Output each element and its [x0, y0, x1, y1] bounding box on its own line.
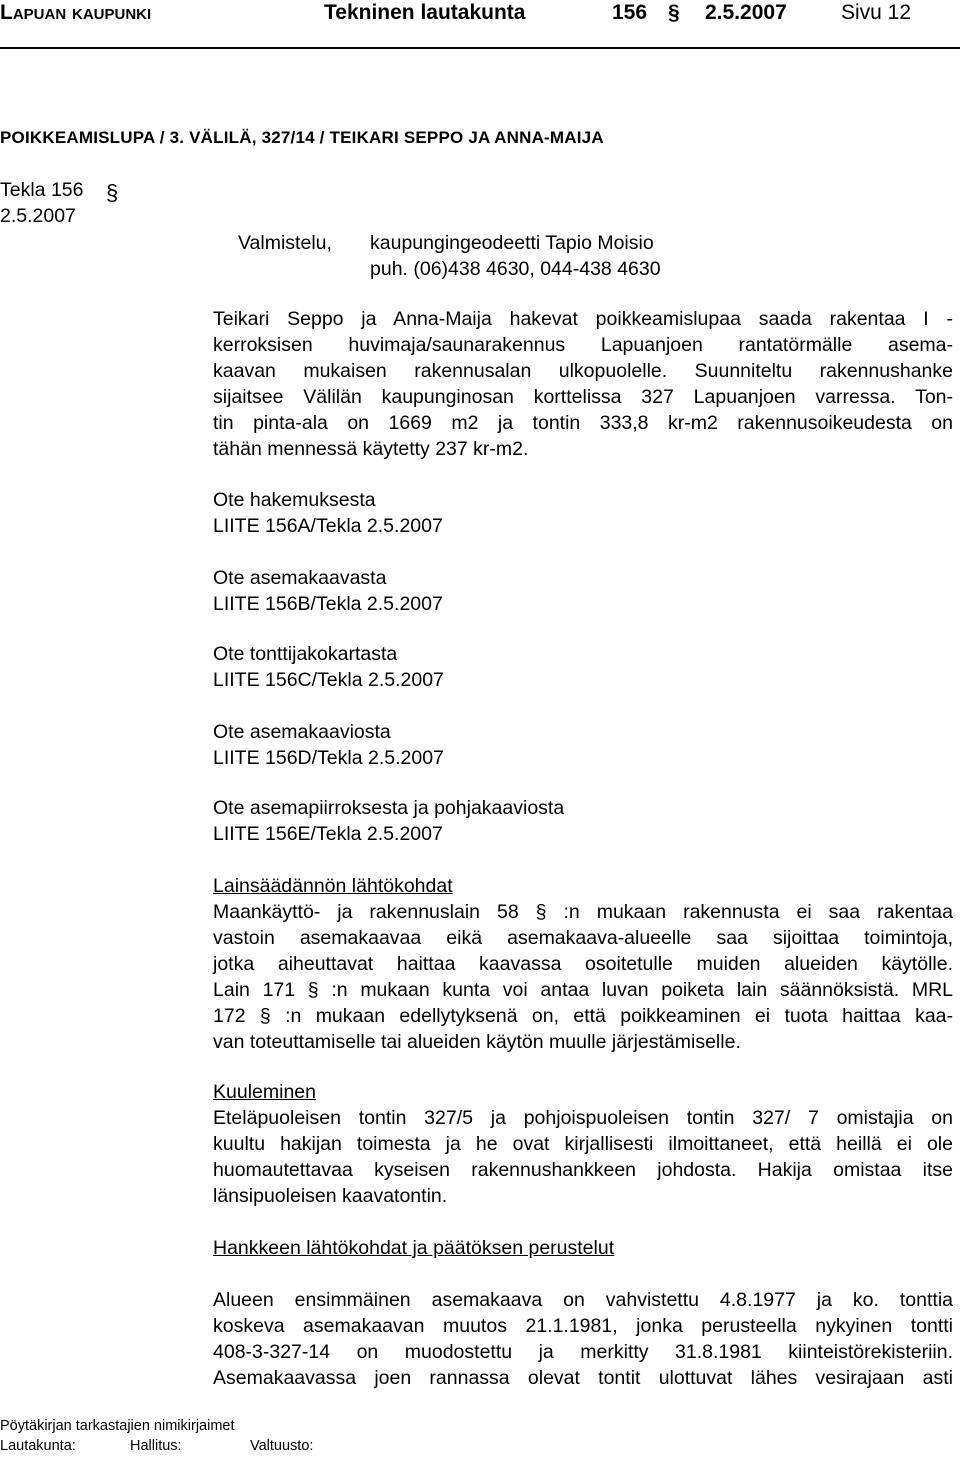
text-line: Teikari Seppo ja Anna-Maija hakevat poikkeamislupaa saada rakentaa I - — [213, 308, 953, 330]
attachment-item — [213, 719, 953, 771]
page-number: Sivu 12 — [841, 1, 912, 24]
text-line: Alueen ensimmäinen asemakaava on vahvistettu 4.8.1977 ja ko. tonttia — [213, 1289, 953, 1311]
meeting-section-symbol: § — [106, 180, 119, 205]
text-line: kerroksisen huvimaja/saunarakennus Lapuanjoen rantatörmälle asema- — [213, 334, 953, 356]
preparer-name: kaupungingeodeetti Tapio Moisio — [370, 232, 654, 254]
attachment-title: Ote tonttijakokartasta — [213, 643, 398, 665]
attachment-title: Ote hakemuksesta — [213, 489, 376, 511]
footer-hallitus: Hallitus: — [130, 1438, 182, 1454]
text-line: kuultu hakijan toimesta ja he ovat kirjallisesti ilmoittaneet, että heillä ei ole — [213, 1133, 953, 1155]
text-line: Maankäyttö- ja rakennuslain 58 § :n mukaan rakennusta ei saa rakentaa — [213, 901, 953, 923]
attachment-title: Ote asemakaaviosta — [213, 721, 391, 743]
attachment-ref: LIITE 156B/Tekla 2.5.2007 — [213, 593, 443, 615]
text-line: koskeva asemakaavan muutos 21.1.1981, jonka perusteella nykyinen tontti — [213, 1315, 953, 1337]
section-heading: Kuuleminen — [213, 1081, 316, 1103]
hearing-section — [213, 1079, 953, 1209]
text-line: länsipuoleisen kaavatontin. — [213, 1185, 448, 1207]
attachment-ref: LIITE 156E/Tekla 2.5.2007 — [213, 823, 443, 845]
attachment-ref: LIITE 156A/Tekla 2.5.2007 — [213, 515, 443, 537]
footer-valtuusto: Valtuusto: — [250, 1438, 314, 1454]
text-line: tähän mennessä käytetty 237 kr-m2. — [213, 438, 529, 460]
attachment-item — [213, 565, 953, 617]
text-line: vastoin asemakaavaa eikä asemakaava-alueelle saa sijoittaa toimintoja, — [213, 927, 953, 949]
text-line: Eteläpuoleisen tontin 327/5 ja pohjoispuoleisen tontin 327/ 7 omistajia on — [213, 1107, 953, 1129]
attachment-ref: LIITE 156D/Tekla 2.5.2007 — [213, 747, 444, 769]
header-rule — [0, 47, 960, 49]
document-title: POIKKEAMISLUPA / 3. VÄLILÄ, 327/14 / TEIKARI SEPPO JA ANNA-MAIJA — [0, 128, 604, 147]
section-symbol: § — [668, 1, 680, 24]
text-line: van toteuttamiselle tai alueiden käytön muulle järjestämiselle. — [213, 1031, 741, 1053]
text-line: 408-3-327-14 on muodostettu ja merkitty 31.8.1981 kiinteistörekisteriin. — [213, 1341, 953, 1363]
attachment-item — [213, 641, 953, 693]
board-name: Tekninen lautakunta — [324, 1, 526, 24]
meeting-label: Tekla 156 — [0, 179, 84, 201]
attachment-title: Ote asemakaavasta — [213, 567, 387, 589]
spacer — [213, 1261, 953, 1287]
footer-lautakunta: Lautakunta: — [0, 1438, 76, 1454]
text-line: sijaitsee Välilän kaupunginosan korttelissa 327 Lapuanjoen varressa. Ton- — [213, 386, 953, 408]
footer-initials-label: Pöytäkirjan tarkastajien nimikirjaimet — [0, 1418, 235, 1434]
legal-section — [213, 873, 953, 1055]
organization-name: Lapuan kaupunki — [0, 1, 152, 24]
attachment-item — [213, 487, 953, 539]
background-section — [213, 1235, 953, 1391]
intro-paragraph — [213, 306, 953, 462]
text-line: tin pinta-ala on 1669 m2 ja tontin 333,8 kr-m2 rakennusoikeudesta on — [213, 412, 953, 434]
header-date: 2.5.2007 — [705, 1, 787, 24]
text-line: jotka aiheuttavat haittaa kaavassa osoitetulle muiden alueiden käytölle. — [213, 953, 953, 975]
text-line: 172 § :n mukaan edellytyksenä on, että poikkeaminen ei tuota haittaa kaa- — [213, 1005, 953, 1027]
attachment-ref: LIITE 156C/Tekla 2.5.2007 — [213, 669, 444, 691]
preparer-phone: puh. (06)438 4630, 044-438 4630 — [370, 258, 661, 280]
section-number: 156 — [612, 1, 648, 24]
attachment-title: Ote asemapiirroksesta ja pohjakaaviosta — [213, 797, 565, 819]
text-line: huomautettavaa kyseisen rakennushankkeen johdosta. Hakija omistaa itse — [213, 1159, 953, 1181]
preparation-label: Valmistelu, — [238, 232, 332, 254]
text-line: Asemakaavassa joen rannassa olevat tontit ulottuvat lähes vesirajaan asti — [213, 1367, 953, 1389]
text-line: kaavan mukaisen rakennusalan ulkopuolelle. Suunniteltu rakennushanke — [213, 360, 953, 382]
section-heading: Lainsäädännön lähtökohdat — [213, 875, 453, 897]
meeting-date: 2.5.2007 — [0, 205, 76, 227]
text-line: Lain 171 § :n mukaan kunta voi antaa luvan poiketa lain säännöksistä. MRL — [213, 979, 953, 1001]
attachment-item — [213, 795, 953, 847]
section-heading: Hankkeen lähtökohdat ja päätöksen perustelut — [213, 1237, 615, 1259]
